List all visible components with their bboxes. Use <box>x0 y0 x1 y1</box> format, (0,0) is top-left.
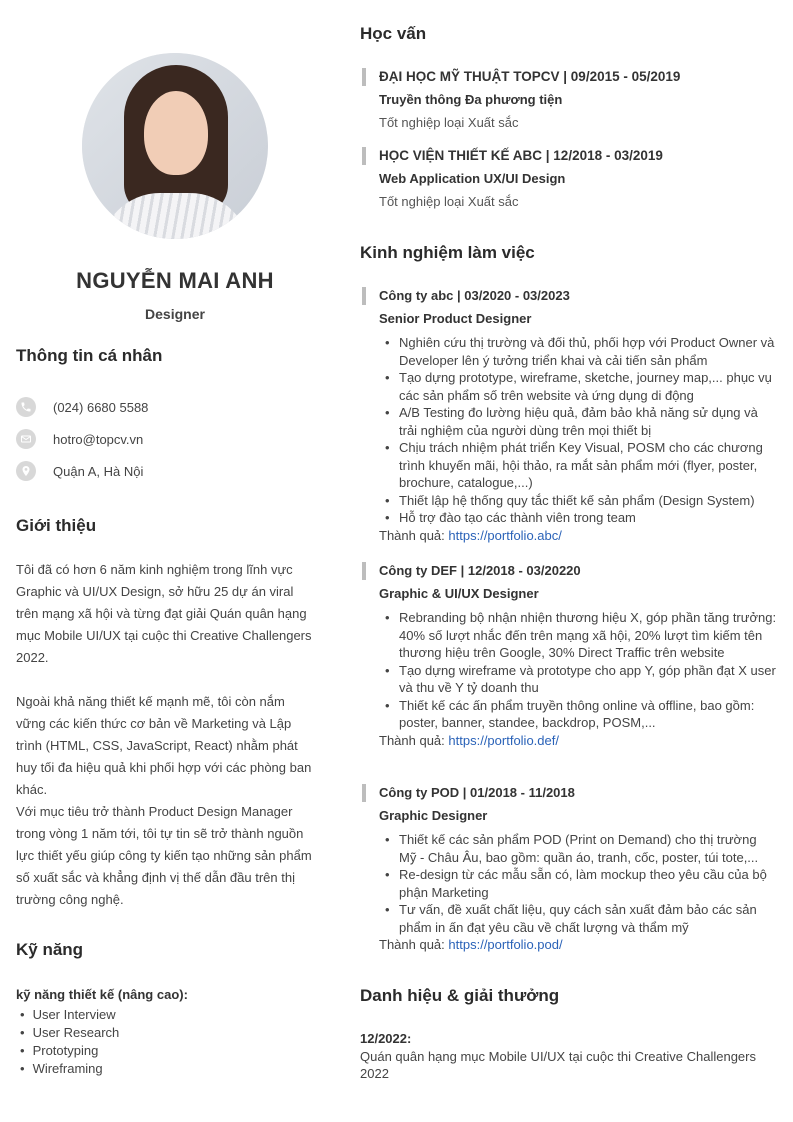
contact-phone <box>16 397 148 417</box>
award-description: Quán quân hạng mục Mobile UI/UX tại cuộc thi Creative Challengers 2022 <box>360 1049 756 1081</box>
experience-bullet: • Nghiên cứu thị trường và đối thủ, phối hợp với Product Owner và Developer lên ý tưởng triển khai và cải tiến sản phẩm <box>383 334 777 369</box>
skill-item: • User Interview <box>20 1006 119 1024</box>
candidate-role: Designer <box>145 306 205 322</box>
experience-item: Công ty abc | 03/2020 - 03/2023 Senior Product Designer • Nghiên cứu thị trường và đối thủ, phối hợp với Product Owner và Developer lên ý tưởng triển khai và cải tiến sản phẩm • Tạo dựng prototype, wireframe, sketche, journey map,... phục vụ các sản phẩm số trên website và ứng dụng di động • A/B Testing đo lường hiệu quả, đảm bảo khả năng sử dụng và trải nghiệm của người dùng trên mọi thiết bị • Chịu trách nhiệm phát triển Key Visual, POSM cho các chương trình khuyến mãi, hội thảo, ra mắt sản phẩm mới (flyer, poster, brochure, catalogue,...) • Thiết lập hệ thống quy tắc thiết kế sản phẩm (Design System) • Hỗ trợ đào tạo các thành viên trong team Thành quả: https://portfolio.abc/ <box>362 287 777 545</box>
intro-paragraph-2: Ngoài khả năng thiết kế mạnh mẽ, tôi còn nắm vững các kiến thức cơ bản về Marketing và Lập trình (HTML, CSS, JavaScript, React) nhằm phát huy tối đa hiệu quả khi phối hợp với các phòng ban khác. <box>16 694 312 797</box>
candidate-name: NGUYỄN MAI ANH <box>76 268 274 293</box>
section-title-experience: Kinh nghiệm làm việc <box>360 243 535 263</box>
section-title-awards: Danh hiệu & giải thưởng <box>360 986 559 1006</box>
experience-bullet: • Thiết lập hệ thống quy tắc thiết kế sản phẩm (Design System) <box>383 492 777 510</box>
experience-bullet: • Rebranding bộ nhận nhiện thương hiệu X, góp phần tăng trưởng: 40% số lượt nhắc đến trên mạng xã hội, 20% lượt tìm kiếm tên thương hiệu trên Google, 30% Direct Traffic trên website <box>383 609 777 662</box>
section-title-education: Học vấn <box>360 24 426 44</box>
skill-group-heading: kỹ năng thiết kế (nâng cao): <box>16 987 188 1002</box>
intro-paragraph-3: Với mục tiêu trở thành Product Design Manager trong vòng 1 năm tới, tôi tự tin sẽ trở thành nguồn lực thiết yếu giúp công ty kiến tạo những sản phẩm số xuất sắc và khẳng định vị thế dẫn đầu trên thị trường công nghệ. <box>16 804 312 907</box>
portfolio-link[interactable]: https://portfolio.abc/ <box>448 527 562 543</box>
skill-item: • User Research <box>20 1024 119 1042</box>
skill-item: • Wireframing <box>20 1060 119 1078</box>
intro-paragraph-1: Tôi đã có hơn 6 năm kinh nghiệm trong lĩnh vực Graphic và UI/UX Design, sở hữu 25 dự án viral trên mạng xã hội và từng đạt giải Quán quân hạng mục Mobile UI/UX tại cuộc thi Creative Challengers 2022. <box>16 562 312 665</box>
phone-icon <box>16 397 36 417</box>
left-column <box>0 0 340 1122</box>
experience-bullet: • Thiết kế các ấn phẩm truyền thông online và offline, bao gồm: poster, banner, standee, backdrop, POSM,... <box>383 697 777 732</box>
experience-bullet: • Re-design từ các mẫu sẵn có, làm mockup theo yêu cầu của bộ phận Marketing <box>383 866 777 901</box>
contact-email <box>16 429 143 449</box>
section-title-personal: Thông tin cá nhân <box>16 346 162 366</box>
experience-bullet: • A/B Testing đo lường hiệu quả, đảm bảo khả năng sử dụng và trải nghiệm của người dùng trên mọi thiết bị <box>383 404 777 439</box>
experience-bullet: • Tạo dựng wireframe và prototype cho app Y, góp phần đạt X user và thu về Y tỷ doanh thu <box>383 662 777 697</box>
contact-address <box>16 461 143 481</box>
section-title-skills: Kỹ năng <box>16 940 83 960</box>
award-date: 12/2022: <box>360 1031 412 1046</box>
experience-bullet: • Hỗ trợ đào tạo các thành viên trong team <box>383 509 777 527</box>
phone-text: (024) 6680 5588 <box>53 399 149 415</box>
address-text: Quận A, Hà Nội <box>53 463 144 479</box>
education-item: ĐẠI HỌC MỸ THUẬT TOPCV | 09/2015 - 05/2019 Truyền thông Đa phương tiện Tốt nghiệp loại Xuất sắc <box>362 68 777 130</box>
location-icon <box>16 461 36 481</box>
skill-item: • Prototyping <box>20 1042 119 1060</box>
experience-bullet: • Thiết kế các sản phẩm POD (Print on Demand) cho thị trường Mỹ - Châu Âu, bao gồm: quần áo, tranh, cốc, poster, túi tote,... <box>383 831 777 866</box>
experience-bullet: • Tạo dựng prototype, wireframe, sketche, journey map,... phục vụ các sản phẩm số trên website và ứng dụng di động <box>383 369 777 404</box>
email-text: hotro@topcv.vn <box>53 431 144 447</box>
avatar <box>82 53 268 239</box>
education-item: HỌC VIỆN THIẾT KẾ ABC | 12/2018 - 03/2019 Web Application UX/UI Design Tốt nghiệp loại Xuất sắc <box>362 147 777 209</box>
experience-item: Công ty DEF | 12/2018 - 03/20220 Graphic & UI/UX Designer • Rebranding bộ nhận nhiện thương hiệu X, góp phần tăng trưởng: 40% số lượt nhắc đến trên mạng xã hội, 20% lượt tìm kiếm tên thương hiệu trên Google, 30% Direct Traffic trên website • Tạo dựng wireframe và prototype cho app Y, góp phần đạt X user và thu về Y tỷ doanh thu • Thiết kế các ấn phẩm truyền thông online và offline, bao gồm: poster, banner, standee, backdrop, POSM,... Thành quả: https://portfolio.def/ <box>362 562 777 750</box>
skill-list <box>20 1006 119 1078</box>
section-title-intro: Giới thiệu <box>16 516 96 536</box>
experience-bullet: • Tư vấn, đề xuất chất liệu, quy cách sản xuất đảm bảo các sản phẩm in ấn đạt yêu cầu về chất lượng và thẩm mỹ <box>383 901 777 936</box>
experience-bullet: • Chịu trách nhiệm phát triển Key Visual, POSM cho các chương trình khuyến mãi, hội thảo, ra mắt sản phẩm mới (flyer, poster, brochure, catalogue,...) <box>383 439 777 492</box>
portfolio-link[interactable]: https://portfolio.def/ <box>448 732 559 748</box>
portfolio-link[interactable]: https://portfolio.pod/ <box>448 937 563 952</box>
email-icon <box>16 429 36 449</box>
experience-item: Công ty POD | 01/2018 - 11/2018 Graphic Designer • Thiết kế các sản phẩm POD (Print on Demand) cho thị trường Mỹ - Châu Âu, bao gồm: quần áo, tranh, cốc, poster, túi tote,... • Re-design từ các mẫu sẵn có, làm mockup theo yêu cầu của bộ phận Marketing • Tư vấn, đề xuất chất liệu, quy cách sản xuất đảm bảo các sản phẩm in ấn đạt yêu cầu về chất lượng và thẩm mỹ Thành quả: https://portfolio.pod/ <box>362 784 777 954</box>
